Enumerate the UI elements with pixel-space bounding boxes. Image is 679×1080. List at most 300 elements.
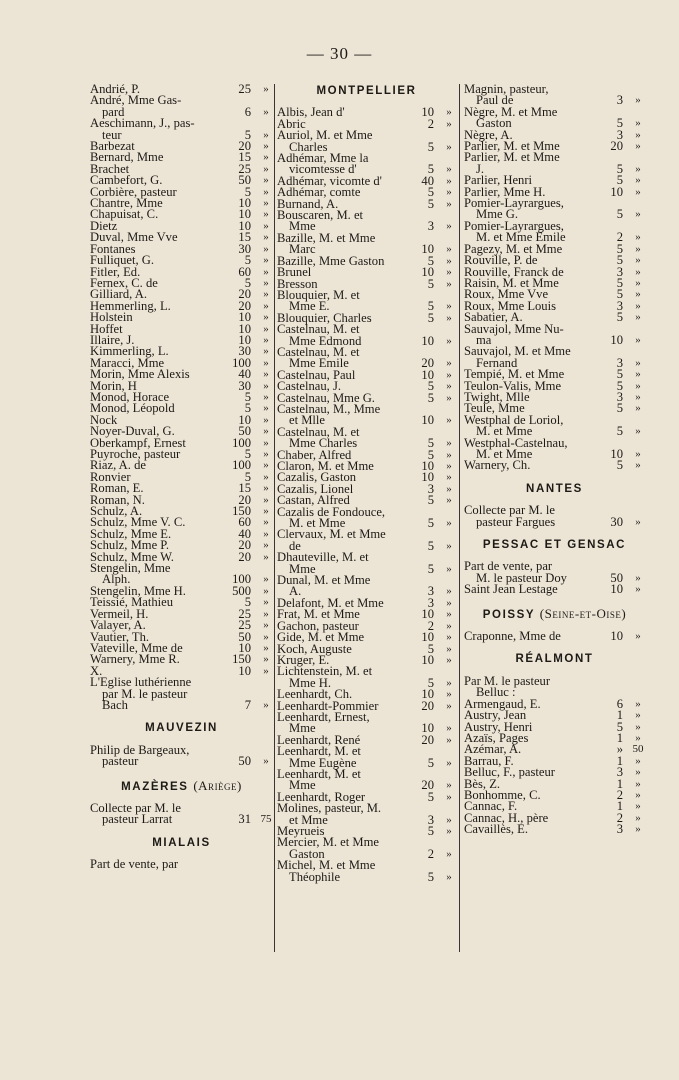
donor-name: Roux, Mme Vve [464, 287, 549, 302]
donor-entry [277, 153, 456, 176]
donor-name-continued: Mme Emile [289, 356, 349, 371]
amount-francs: 5 [616, 241, 623, 256]
amount-francs: 10 [238, 321, 251, 336]
amount-centimes: » [446, 334, 452, 347]
donor-name: Roux, Mme Louis [464, 298, 557, 313]
amount-centimes: » [263, 596, 269, 609]
amount-francs: 30 [238, 378, 251, 393]
amount-francs: 25 [238, 82, 251, 96]
amount-francs: 1 [616, 753, 623, 768]
amount-centimes: » [263, 425, 269, 438]
donor-name: Puyroche, pasteur [90, 447, 181, 461]
donor-name: Castelnau, M. et [277, 322, 360, 337]
amount-francs: 50 [238, 629, 251, 644]
amount-centimes: » [263, 619, 269, 632]
donor-name: Westphal-Castelnau, [464, 435, 568, 450]
amount-francs: 3 [616, 822, 623, 837]
section-heading-title: NANTES [526, 482, 583, 495]
donor-name: Castelnau, J. [277, 379, 342, 394]
donor-name: Belluc, F., pasteur [464, 765, 555, 780]
amount-centimes: » [635, 128, 641, 141]
amount-centimes: » [263, 83, 269, 95]
section-heading [90, 777, 273, 793]
donor-name: Chapuisat, C. [90, 207, 159, 222]
donor-name: Leenhardt, René [277, 732, 361, 747]
donor-name: Valayer, A. [90, 618, 146, 633]
amount-francs: 5 [427, 493, 434, 508]
amount-francs: 10 [421, 242, 434, 257]
amount-francs: 6 [244, 104, 251, 119]
donor-name-continued: Alph. [102, 572, 131, 587]
amount-centimes: » [263, 185, 269, 198]
amount-centimes: » [635, 288, 641, 301]
amount-francs: 10 [238, 640, 251, 655]
donor-entry [277, 344, 456, 371]
donor-name: Pomier-Layrargues, [464, 218, 564, 233]
donor-name-continued: Fernand [476, 355, 518, 370]
donor-name: Kruger, E. [277, 652, 330, 667]
donor-name-continued: J. [476, 161, 485, 176]
donor-name-continued: Gaston [289, 846, 325, 861]
amount-centimes: » [263, 288, 269, 301]
amount-centimes: » [263, 607, 269, 620]
amount-centimes: » [263, 345, 269, 358]
amount-francs: 5 [244, 389, 251, 404]
amount-francs: 15 [238, 481, 251, 496]
donor-name-continued: Paul de [476, 93, 514, 108]
amount-centimes: » [446, 779, 452, 792]
section-heading-title: MAUVEZIN [145, 722, 218, 735]
amount-francs: 5 [427, 436, 434, 451]
amount-francs: 10 [238, 218, 251, 233]
amount-centimes: » [635, 368, 641, 381]
donor-name: Schulz, Mme V. C. [90, 515, 186, 530]
amount-centimes: » [263, 550, 269, 563]
donor-name: Brachet [90, 161, 130, 176]
amount-francs: 30 [610, 514, 623, 529]
amount-centimes: » [446, 482, 452, 495]
amount-francs: 5 [616, 367, 623, 382]
amount-francs: 31 [238, 812, 251, 827]
amount-francs: 10 [238, 196, 251, 211]
donor-name: Noyer-Duval, G. [90, 424, 175, 439]
amount-centimes: » [635, 162, 641, 175]
donor-name: Schulz, A. [90, 504, 143, 519]
amount-francs: 10 [421, 333, 434, 348]
column-left [90, 84, 273, 871]
donor-name: Sabatier, A. [464, 310, 523, 325]
donor-name: Bonhomme, C. [464, 787, 541, 802]
amount-centimes: » [446, 676, 452, 689]
amount-francs: 1 [616, 776, 623, 791]
donor-name: Dietz [90, 218, 118, 233]
amount-centimes: » [446, 471, 452, 484]
amount-centimes: » [446, 813, 452, 826]
donor-name: Molines, pasteur, M. [277, 801, 382, 816]
donor-name: Adhémar, vicomte d' [277, 173, 382, 188]
amount-centimes: » [446, 186, 452, 199]
amount-centimes: » [263, 584, 269, 597]
amount-centimes: » [263, 105, 269, 118]
donor-entry [464, 505, 645, 528]
amount-francs: 10 [238, 412, 251, 427]
donor-name-continued: Mme Charles [289, 436, 358, 451]
amount-centimes: » [263, 573, 269, 586]
amount-centimes: » [635, 788, 641, 801]
donor-name: Twight, Mlle [464, 389, 530, 404]
donor-name: Austry, Jean [464, 708, 527, 723]
amount-centimes: » [263, 219, 269, 232]
donor-name: Azaïs, Pages [464, 730, 529, 745]
donor-name: Part de vente, par [464, 559, 553, 574]
donor-entry [277, 766, 456, 793]
amount-centimes: » [635, 208, 641, 221]
amount-centimes: » [635, 425, 641, 438]
amount-francs: 15 [238, 150, 251, 165]
amount-francs: 500 [232, 583, 251, 598]
amount-francs: 3 [427, 584, 434, 599]
donor-name: Roman, N. [90, 492, 145, 507]
amount-centimes: » [635, 311, 641, 324]
donor-name-continued: Charles [289, 139, 328, 154]
amount-francs: 3 [616, 765, 623, 780]
amount-centimes: » [263, 527, 269, 540]
amount-francs: 10 [421, 265, 434, 280]
donor-name: Castelnau, M., Mme [277, 401, 381, 416]
amount-centimes: » [635, 515, 641, 528]
amount-centimes: » [263, 390, 269, 403]
amount-centimes: » [446, 391, 452, 404]
donor-name: Gilliard, A. [90, 287, 148, 302]
donor-name: Cambefort, G. [90, 173, 163, 188]
amount-francs: 2 [427, 618, 434, 633]
section-heading-title: MIALAIS [152, 836, 211, 849]
donor-name: Cazalis de Fondouce, [277, 504, 386, 519]
amount-centimes: » [263, 516, 269, 529]
amount-centimes: » [446, 437, 452, 450]
donor-name: Brunel [277, 265, 312, 280]
amount-francs: 5 [427, 185, 434, 200]
amount-centimes: » [446, 539, 452, 552]
amount-francs: 2 [427, 846, 434, 861]
donor-name: Bernard, Mme [90, 150, 164, 165]
amount-centimes: » [635, 117, 641, 130]
amount-centimes: » [635, 720, 641, 733]
amount-francs: 5 [427, 538, 434, 553]
amount-francs: 150 [232, 504, 251, 519]
amount-centimes: » [263, 265, 269, 278]
amount-centimes: » [263, 379, 269, 392]
donor-entry [464, 631, 645, 642]
donor-name: Cazalis, Gaston [277, 470, 357, 485]
amount-francs: 3 [616, 127, 623, 142]
donor-entry [464, 346, 645, 369]
amount-centimes: » [446, 825, 452, 837]
donor-name: Philip de Bargeaux, [90, 742, 190, 757]
amount-francs: 2 [427, 116, 434, 131]
donor-name: Teissié, Mathieu [90, 595, 174, 610]
amount-francs: 5 [427, 196, 434, 211]
amount-centimes: » [635, 299, 641, 312]
amount-francs: 40 [238, 526, 251, 541]
donor-name-continued: pard [102, 104, 125, 119]
donor-name: Leenhardt, Ernest, [277, 709, 370, 724]
donor-name: Burnand, A. [277, 196, 339, 211]
amount-centimes: » [635, 571, 641, 584]
amount-centimes: » [263, 174, 269, 187]
amount-centimes: » [635, 231, 641, 244]
entry-text: Part de vente, par [90, 857, 179, 872]
amount-centimes: » [263, 276, 269, 289]
section-heading-region: (Ariège) [193, 777, 242, 793]
donor-entry [277, 575, 456, 598]
section-heading [464, 540, 645, 551]
amount-francs: 5 [244, 595, 251, 610]
donor-name: André, Mme Gas- [90, 93, 182, 108]
donor-entry [464, 218, 645, 245]
donor-name: Adhémar, Mme la [277, 151, 369, 166]
donor-name: Duval, Mme Vve [90, 230, 178, 245]
amount-francs: 20 [238, 287, 251, 302]
donor-name-continued: Bach [102, 697, 128, 712]
amount-francs: 25 [238, 618, 251, 633]
donor-name-continued: et Mlle [289, 413, 326, 428]
amount-centimes: » [446, 596, 452, 609]
amount-centimes: 75 [260, 813, 272, 826]
donor-name: Maracci, Mme [90, 355, 165, 370]
amount-centimes: » [263, 333, 269, 346]
donor-name: Monod, Léopold [90, 401, 175, 416]
amount-centimes: » [263, 539, 269, 552]
donor-name: Azémar, A. [464, 742, 522, 757]
donor-name-continued: par M. le pasteur [102, 686, 188, 701]
donor-name: Chaber, Alfred [277, 447, 352, 462]
amount-francs: 150 [232, 652, 251, 667]
amount-francs: 20 [421, 732, 434, 747]
amount-francs: 100 [232, 355, 251, 370]
amount-francs: 5 [427, 824, 434, 838]
donor-name: Castelnau, M. et [277, 344, 360, 359]
amount-francs: 20 [421, 778, 434, 793]
amount-centimes: » [635, 379, 641, 392]
donor-name: Clervaux, M. et Mme [277, 527, 386, 542]
donor-entry [277, 803, 456, 826]
donor-name: Sauvajol, Mme Nu- [464, 321, 564, 336]
donor-entry [90, 800, 273, 827]
amount-francs: 50 [610, 570, 623, 585]
donor-entry [277, 709, 456, 736]
donor-name: Delafont, M. et Mme [277, 595, 384, 610]
amount-francs: 50 [238, 173, 251, 188]
amount-francs: 5 [244, 127, 251, 142]
amount-centimes: » [446, 790, 452, 803]
section-heading-title: MAZÈRES [121, 780, 189, 793]
donor-entry [277, 210, 456, 233]
section-heading-region: (Seine-et-Oise) [539, 605, 627, 621]
donor-name-continued: Mme Eugène [289, 755, 357, 770]
column-divider-right [459, 84, 460, 952]
amount-francs: 50 [238, 424, 251, 439]
donor-name: Bazille, Mme Gaston [277, 253, 385, 268]
amount-francs: 3 [616, 355, 623, 370]
section-heading [90, 838, 273, 849]
donor-name: Gachon, pasteur [277, 618, 359, 633]
donor-entry [464, 321, 645, 347]
amount-francs: 5 [616, 253, 623, 268]
donor-name: Armengaud, E. [464, 696, 541, 711]
amount-francs: 2 [616, 787, 623, 802]
donor-name: Nock [90, 412, 118, 427]
donor-name: Hemmerling, L. [90, 298, 171, 313]
amount-francs: 5 [244, 401, 251, 416]
donor-name: Dhauteville, M. et [277, 550, 369, 565]
donor-name: Michel, M. et Mme [277, 858, 376, 873]
amount-francs: 20 [610, 139, 623, 154]
amount-francs: 5 [427, 755, 434, 770]
amount-centimes: » [635, 265, 641, 278]
donor-name: Par M. le pasteur [464, 673, 551, 688]
amount-centimes: » [446, 163, 452, 176]
amount-francs: 20 [238, 139, 251, 154]
amount-centimes: » [263, 402, 269, 415]
amount-francs: » [616, 742, 623, 757]
amount-francs: 20 [238, 538, 251, 553]
amount-francs: 5 [616, 310, 623, 325]
donor-name: Adhémar, comte [277, 185, 361, 200]
donor-name-continued: vicomtesse d' [289, 162, 357, 177]
section-heading-title: MONTPELLIER [316, 85, 417, 97]
amount-centimes: » [263, 664, 269, 677]
amount-francs: 5 [427, 516, 434, 531]
donor-entry [277, 746, 456, 769]
amount-centimes: » [446, 517, 452, 530]
donor-name: Magnin, pasteur, [464, 82, 549, 96]
donor-entry [277, 504, 456, 531]
donor-name: Collecte par M. le [464, 503, 555, 518]
donor-name: Craponne, Mme de [464, 629, 561, 644]
amount-centimes: » [263, 242, 269, 255]
amount-francs: 2 [616, 810, 623, 825]
amount-centimes: » [263, 505, 269, 518]
amount-francs: 100 [232, 458, 251, 473]
donor-name: Andrié, P. [90, 82, 141, 96]
donor-name: Tempié, M. et Mme [464, 367, 565, 382]
amount-centimes: » [263, 653, 269, 666]
amount-francs: 5 [427, 390, 434, 405]
amount-francs: 5 [616, 275, 623, 290]
amount-centimes: » [446, 619, 452, 632]
amount-francs: 10 [421, 105, 434, 120]
amount-centimes: » [446, 380, 452, 393]
donor-name: Rouville, Franck de [464, 264, 564, 279]
amount-francs: 10 [610, 332, 623, 347]
amount-centimes: » [263, 436, 269, 449]
page-number: — 30 — [306, 44, 373, 63]
donor-name: Warnery, Mme R. [90, 652, 180, 667]
donor-name: Nègre, A. [464, 127, 513, 142]
donor-name: Bès, Z. [464, 776, 501, 791]
donor-name-continued: et Mme [289, 812, 328, 827]
donor-name: Abric [277, 116, 306, 131]
donor-name: Vateville, Mme de [90, 640, 183, 655]
donor-entry [464, 198, 645, 221]
donor-name-continued: Mme [289, 778, 316, 793]
donor-entry [464, 412, 645, 439]
amount-centimes: » [635, 276, 641, 289]
donor-entry [90, 95, 273, 118]
amount-francs: 10 [421, 607, 434, 622]
amount-centimes: » [263, 368, 269, 381]
amount-francs: 10 [238, 663, 251, 678]
amount-centimes: » [446, 140, 452, 153]
donor-name: Cannac, H., père [464, 810, 549, 825]
amount-francs: 1 [616, 799, 623, 814]
amount-francs: 3 [427, 219, 434, 234]
donor-entry [277, 529, 456, 552]
amount-francs: 10 [421, 652, 434, 667]
amount-centimes: » [446, 220, 452, 233]
donor-name: Holstein [90, 310, 133, 325]
amount-centimes: » [263, 208, 269, 221]
amount-centimes: » [263, 459, 269, 472]
amount-francs: 1 [616, 730, 623, 745]
amount-francs: 40 [421, 173, 434, 188]
donor-name: Warnery, Ch. [464, 458, 531, 473]
amount-francs: 3 [616, 264, 623, 279]
amount-francs: 3 [427, 812, 434, 827]
donor-entry [277, 401, 456, 428]
amount-centimes: » [446, 562, 452, 575]
donor-name: Morin, Mme Alexis [90, 367, 190, 382]
donor-name: Koch, Auguste [277, 641, 352, 656]
donor-name: Oberkampf, Ernest [90, 435, 186, 450]
donor-name: Chantre, Mme [90, 196, 163, 211]
amount-centimes: » [635, 185, 641, 198]
section-heading [464, 484, 645, 495]
donor-entry [90, 742, 273, 769]
donor-name: Cazalis, Lionel [277, 481, 354, 496]
amount-francs: 5 [427, 276, 434, 291]
donor-entry [90, 118, 273, 141]
amount-francs: 10 [610, 629, 623, 644]
donor-name: Meyrueis [277, 824, 325, 838]
donor-name-continued: M. et Mme [289, 516, 346, 531]
section-heading [90, 723, 273, 734]
donor-name: Parlier, M. et Mme [464, 139, 560, 154]
donor-name: Roman, E. [90, 481, 144, 496]
donor-name: Castelnau, M. et [277, 424, 360, 439]
amount-francs: 10 [421, 413, 434, 428]
donor-name: Fernex, C. de [90, 275, 158, 290]
column-middle [277, 84, 456, 883]
donor-name-continued: pasteur Larrat [102, 812, 173, 827]
amount-centimes: » [263, 231, 269, 244]
amount-centimes: » [263, 356, 269, 369]
donor-name-continued: M. le pasteur Doy [476, 570, 567, 585]
amount-centimes: » [446, 311, 452, 324]
amount-francs: 5 [616, 401, 623, 416]
donor-name: Monod, Horace [90, 389, 170, 404]
amount-francs: 10 [238, 310, 251, 325]
donor-entry [90, 563, 273, 586]
amount-centimes: » [263, 197, 269, 210]
donor-name: Riaz, A. de [90, 458, 146, 473]
amount-francs: 50 [238, 754, 251, 769]
amount-centimes: » [635, 583, 641, 596]
amount-centimes: » [635, 777, 641, 790]
amount-centimes: » [446, 266, 452, 279]
amount-centimes: » [446, 756, 452, 769]
